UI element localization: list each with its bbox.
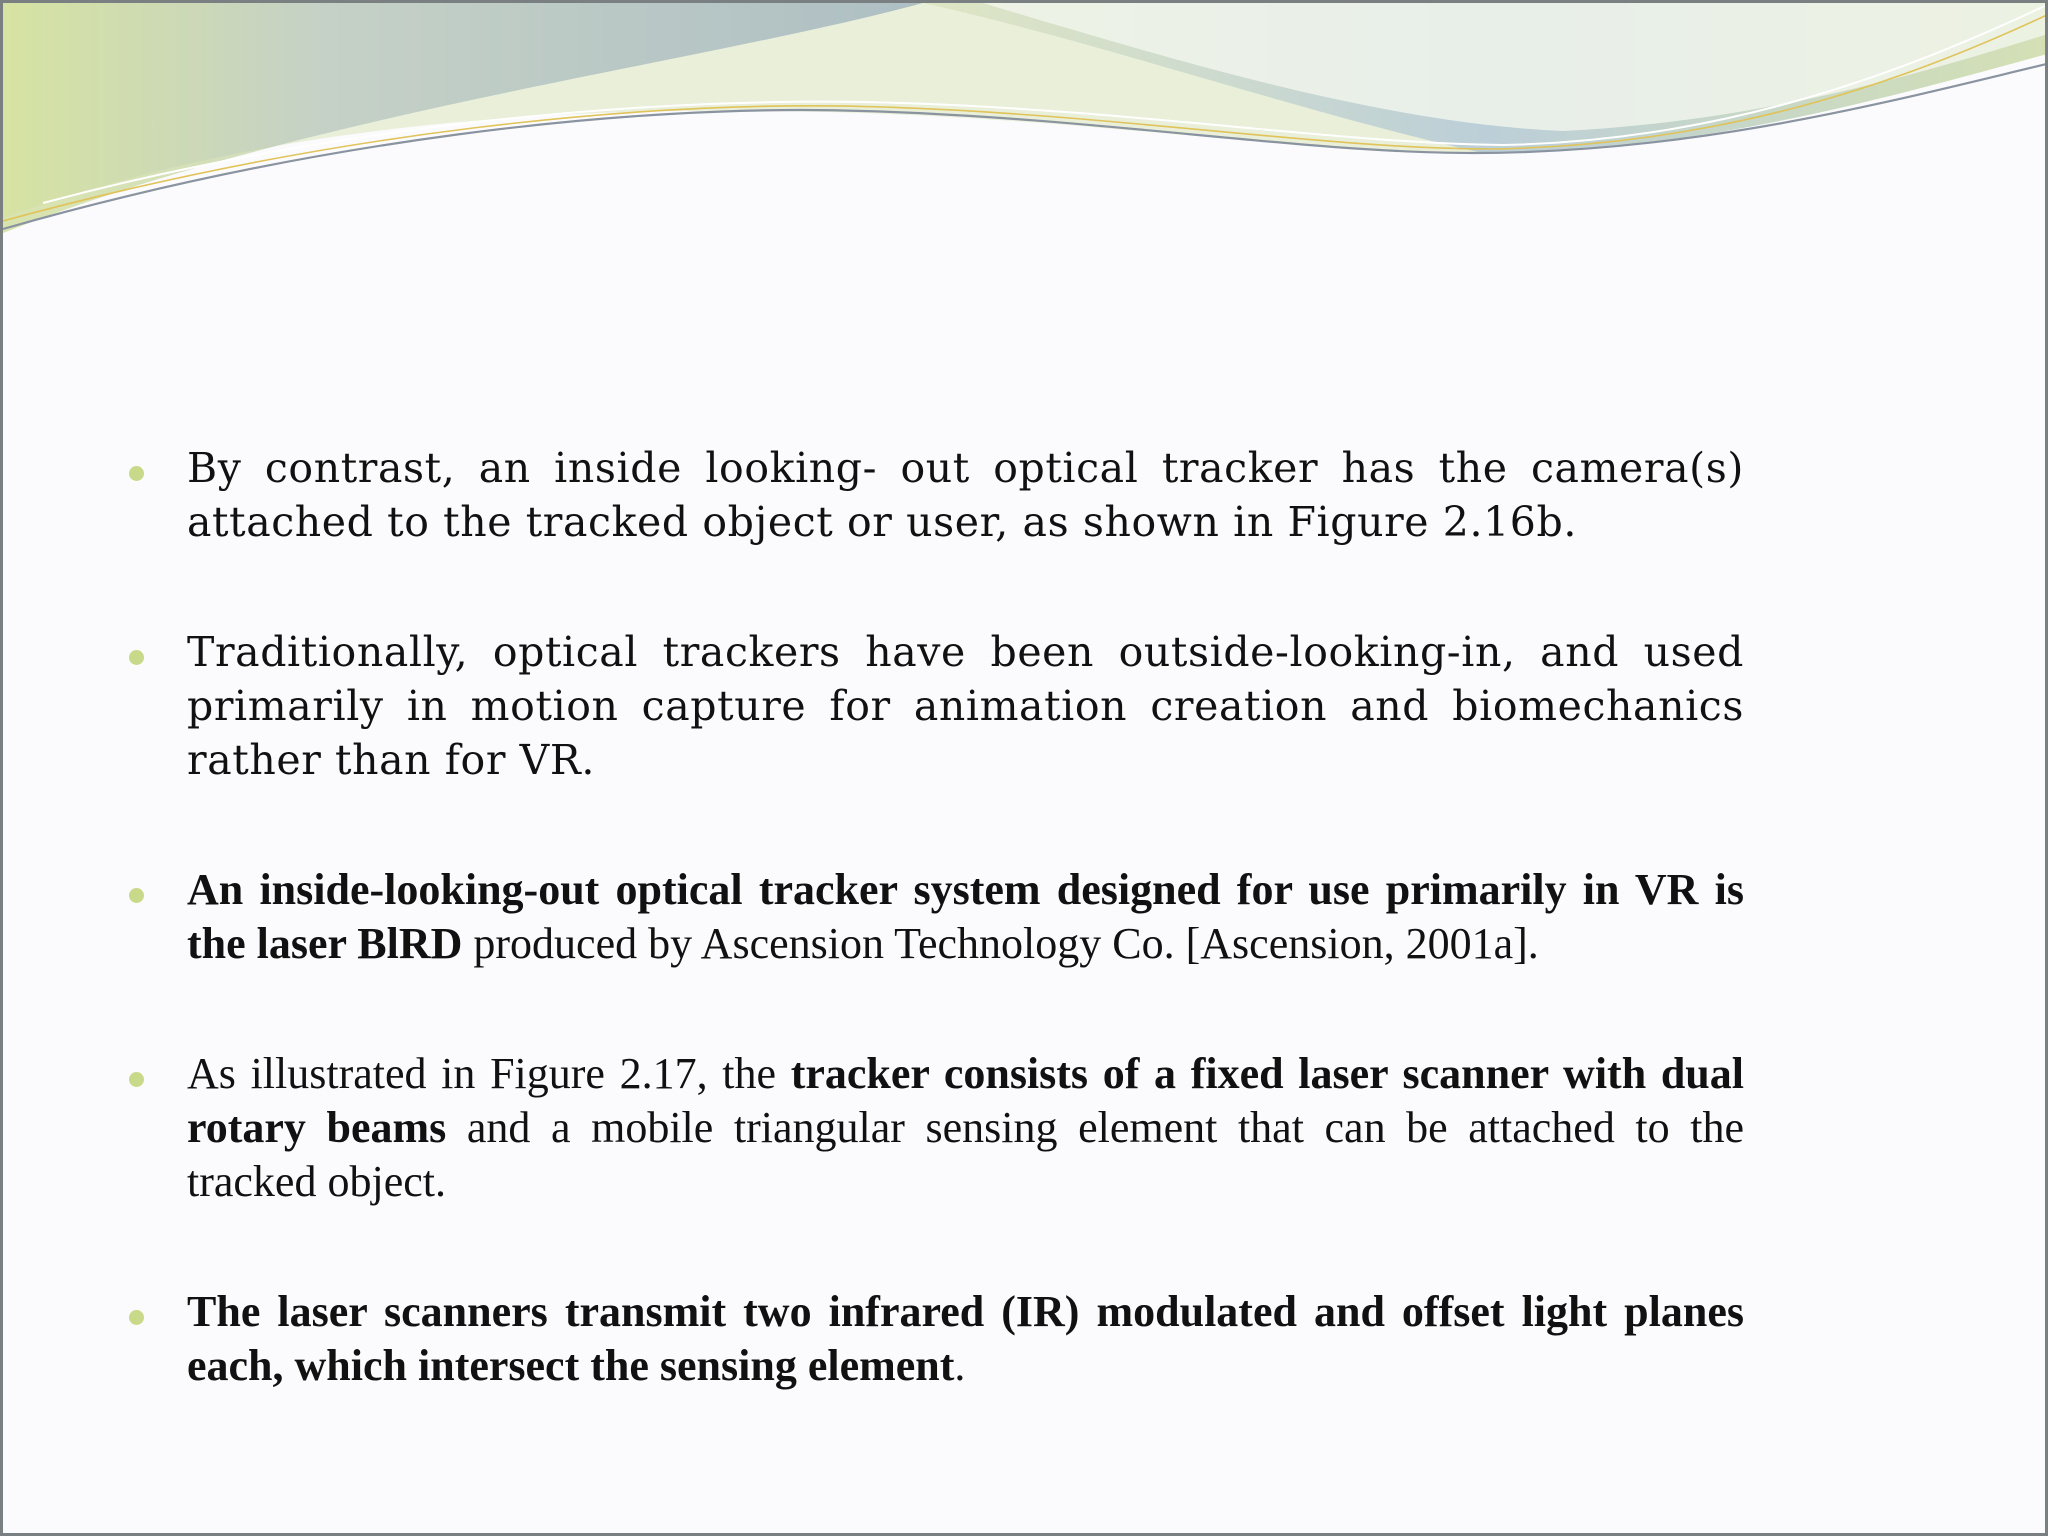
bullet-text-bold-span: An inside-looking-out optical tracker system designed for use primarily in VR is the laser BlRD (187, 865, 1744, 968)
bullet-text-span: As illustrated in Figure 2.17, the (187, 1049, 791, 1098)
bullet-text-span: . (954, 1341, 966, 1390)
bullet-text (187, 625, 1744, 787)
bullet-item (3, 625, 1744, 787)
bullet-text-span: By contrast, an inside looking- out optical tracker has the camera(s) attached to the tracked object or user, as shown in Figure 2.16b. (187, 444, 1744, 546)
bullet-text-span: produced by Ascension Technology Co. [Ascension, 2001a]. (462, 919, 1539, 968)
bullet-dot-icon (129, 1072, 144, 1087)
bullet-dot-icon (129, 650, 144, 665)
bullet-item (3, 863, 1744, 971)
bullet-text-span: Traditionally, optical trackers have been outside-looking-in, and used primarily in motion capture for animation creation and biomechanics rather than for VR. (187, 628, 1744, 784)
bullet-text (187, 1285, 1744, 1393)
bullet-text (187, 863, 1744, 971)
bullet-item (3, 441, 1744, 549)
bullet-text-span: and a mobile triangular sensing element that can be attached to the tracked object. (187, 1103, 1744, 1206)
bullet-dot-icon (129, 466, 144, 481)
bullet-text-bold-span: The laser scanners transmit two infrared (IR) modulated and offset light planes each, which intersect the sensing element (187, 1287, 1744, 1390)
bullet-item (3, 1047, 1744, 1209)
header-wave-decoration (3, 3, 2048, 243)
bullet-dot-icon (129, 1310, 144, 1325)
bullet-item (3, 1285, 1744, 1393)
bullet-list (3, 441, 2048, 1393)
bullet-text (187, 1047, 1744, 1209)
bullet-text (187, 441, 1744, 549)
bullet-dot-icon (129, 888, 144, 903)
bullet-text-bold-span: tracker consists of a fixed laser scanner with dual rotary beams (187, 1049, 1744, 1152)
